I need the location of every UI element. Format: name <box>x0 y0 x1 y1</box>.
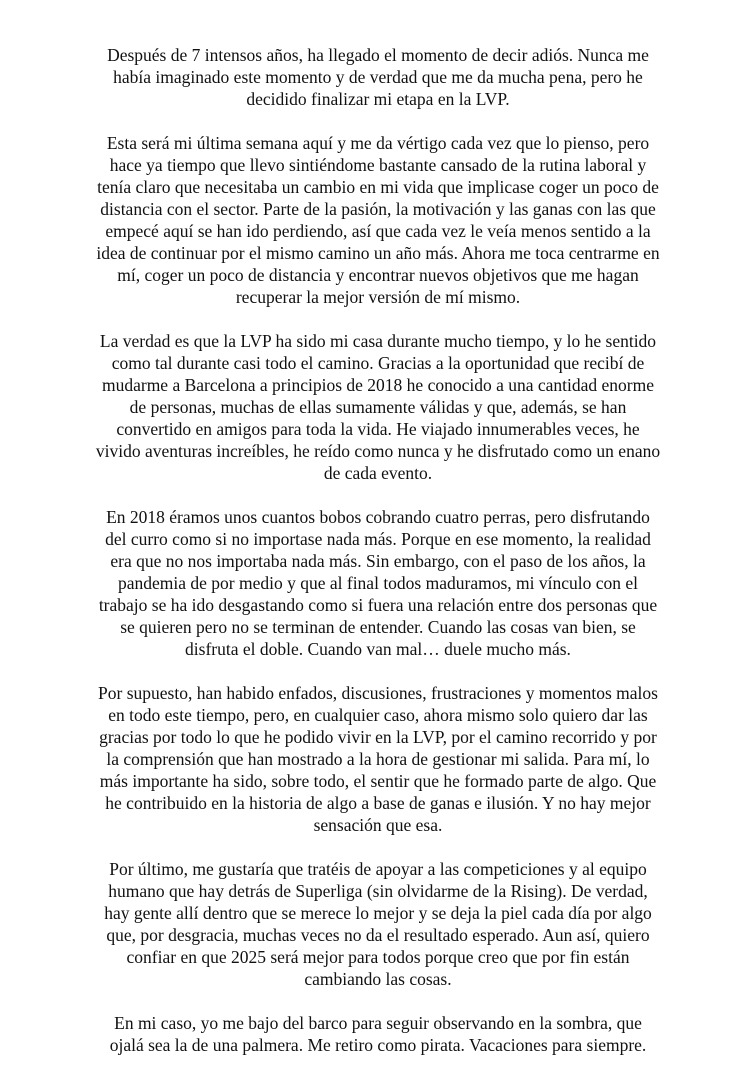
paragraph-3 <box>78 330 678 484</box>
text-line: idea de continuar por el mismo camino un año más. Ahora me toca centrarme en <box>96 243 660 263</box>
text-line: se quieren pero no se terminan de entender. Cuando las cosas van bien, se <box>120 617 636 637</box>
text-line: hay gente allí dentro que se merece lo mejor y se deja la piel cada día por algo <box>104 903 652 923</box>
text-line: de cada evento. <box>323 463 433 483</box>
text-line: convertido en amigos para toda la vida. He viajado innumerables veces, he <box>116 419 640 439</box>
paragraph-7 <box>78 1012 678 1056</box>
text-line: confiar en que 2025 será mejor para todos porque creo que por fin están <box>126 947 630 967</box>
text-line: Después de 7 intensos años, ha llegado el momento de decir adiós. Nunca me <box>107 45 649 65</box>
text-line: del curro como si no importase nada más. Porque en ese momento, la realidad <box>105 529 651 549</box>
paragraph-6 <box>78 858 678 990</box>
text-line: pandemia de por medio y que al final todos maduramos, mi vínculo con el <box>117 573 638 593</box>
text-line: más importante ha sido, sobre todo, el sentir que he formado parte de algo. Que <box>99 771 657 791</box>
text-line: Por supuesto, han habido enfados, discusiones, frustraciones y momentos malos <box>98 683 658 703</box>
text-line: decidido finalizar mi etapa en la LVP. <box>246 89 510 109</box>
text-line: recuperar la mejor versión de mí mismo. <box>235 287 521 307</box>
text-line: Por último, me gustaría que tratéis de apoyar a las competiciones y al equipo <box>109 859 647 879</box>
text-line: ojalá sea la de una palmera. Me retiro como pirata. Vacaciones para siempre. <box>109 1035 647 1055</box>
text-line: como tal durante casi todo el camino. Gracias a la oportunidad que recibí de <box>111 353 645 373</box>
text-line: que, por desgracia, muchas veces no da el resultado esperado. Aun así, quiero <box>106 925 650 945</box>
text-line: En mi caso, yo me bajo del barco para seguir observando en la sombra, que <box>114 1013 642 1033</box>
text-line: la comprensión que han mostrado a la hora de gestionar mi salida. Para mí, lo <box>106 749 650 769</box>
paragraph-1 <box>78 44 678 110</box>
text-line: En 2018 éramos unos cuantos bobos cobrando cuatro perras, pero disfrutando <box>106 507 650 527</box>
text-line: Esta será mi última semana aquí y me da vértigo cada vez que lo pienso, pero <box>106 133 650 153</box>
text-line: mudarme a Barcelona a principios de 2018 he conocido a una cantidad enorme <box>101 375 654 395</box>
paragraph-5 <box>78 682 678 836</box>
text-line: distancia con el sector. Parte de la pasión, la motivación y las ganas con las que <box>100 199 656 219</box>
text-line: trabajo se ha ido desgastando como si fuera una relación entre dos personas que <box>98 595 658 615</box>
text-line: vivido aventuras increíbles, he reído como nunca y he disfrutado como un enano <box>95 441 661 461</box>
farewell-letter <box>78 44 678 1056</box>
text-line: hace ya tiempo que llevo sintiéndome bastante cansado de la rutina laboral y <box>109 155 647 175</box>
text-line: sensación que esa. <box>313 815 443 835</box>
text-line: en todo este tiempo, pero, en cualquier caso, ahora mismo solo quiero dar las <box>108 705 648 725</box>
text-line: era que no nos importaba nada más. Sin embargo, con el paso de los años, la <box>110 551 646 571</box>
text-line: disfruta el doble. Cuando van mal… duele mucho más. <box>185 639 571 659</box>
paragraph-4 <box>78 506 678 660</box>
text-line: gracias por todo lo que he podido vivir en la LVP, por el camino recorrido y por <box>99 727 657 747</box>
text-line: cambiando las cosas. <box>304 969 452 989</box>
text-line: La verdad es que la LVP ha sido mi casa durante mucho tiempo, y lo he sentido <box>99 331 657 351</box>
text-line: había imaginado este momento y de verdad que me da mucha pena, pero he <box>113 67 643 87</box>
text-line: empecé aquí se han ido perdiendo, así que cada vez le veía menos sentido a la <box>105 221 651 241</box>
paragraph-2 <box>78 132 678 308</box>
text-line: humano que hay detrás de Superliga (sin olvidarme de la Rising). De verdad, <box>108 881 648 901</box>
text-line: he contribuido en la historia de algo a base de ganas e ilusión. Y no hay mejor <box>105 793 651 813</box>
text-line: mí, coger un poco de distancia y encontrar nuevos objetivos que me hagan <box>117 265 639 285</box>
text-line: tenía claro que necesitaba un cambio en mi vida que implicase coger un poco de <box>97 177 659 197</box>
text-line: de personas, muchas de ellas sumamente válidas y que, además, se han <box>129 397 627 417</box>
